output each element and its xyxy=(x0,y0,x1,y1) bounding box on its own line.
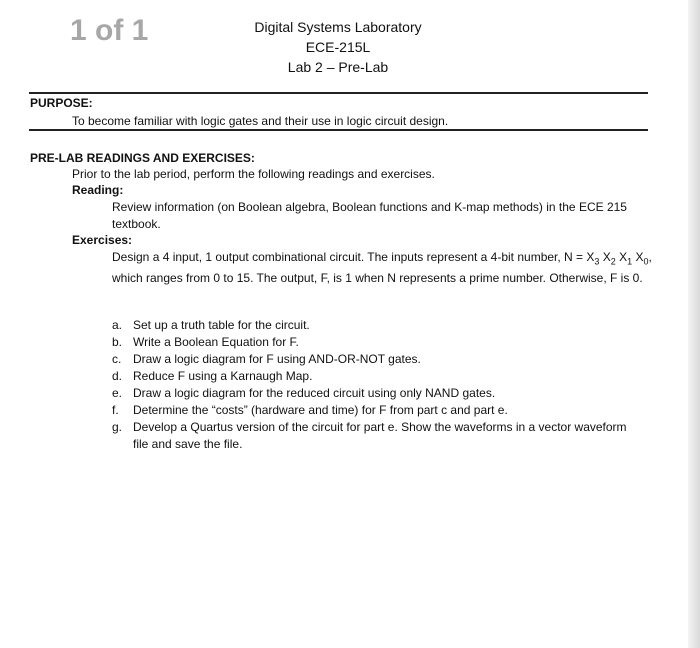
x2-subscript: 2 xyxy=(610,256,616,267)
list-item-text: Draw a logic diagram for the reduced circuit using only NAND gates. xyxy=(133,386,496,400)
prelab-intro: Prior to the lab period, perform the following readings and exercises. xyxy=(72,167,435,181)
list-item-text: Set up a truth table for the circuit. xyxy=(133,318,310,332)
course-code: ECE-215L xyxy=(305,39,371,55)
list-item xyxy=(112,334,632,351)
list-marker: c. xyxy=(112,352,122,366)
list-marker: b. xyxy=(112,335,123,349)
lab-title: Digital Systems Laboratory xyxy=(254,19,422,35)
divider-bottom xyxy=(29,129,648,131)
list-item xyxy=(112,317,632,334)
list-item xyxy=(112,385,632,402)
x1-subscript: 1 xyxy=(627,256,633,267)
purpose-text: To become familiar with logic gates and their use in logic circuit design. xyxy=(72,114,449,128)
exercise-text-part1: Design a 4 input, 1 output combinational circuit. The inputs represent a 4-bit number, N = X xyxy=(112,250,595,264)
exercises-label: Exercises: xyxy=(72,233,133,247)
divider-top xyxy=(29,92,648,94)
document-header xyxy=(200,17,476,77)
list-item xyxy=(112,402,632,419)
list-item-text: Write a Boolean Equation for F. xyxy=(133,335,299,349)
exercise-text-part2: , which ranges from 0 to 15. The output, F, is 1 when N represents a prime number. Otherwise, F is 0. xyxy=(112,250,652,286)
list-marker: d. xyxy=(112,369,123,383)
x0-subscript: 0 xyxy=(643,256,649,267)
reading-text: Review information (on Boolean algebra, Boolean functions and K-map methods) in the ECE 215 textbook. xyxy=(112,200,627,231)
list-marker: g. xyxy=(112,420,123,434)
purpose-label: PURPOSE: xyxy=(30,96,93,110)
reading-label: Reading: xyxy=(72,183,124,197)
exercise-list xyxy=(112,317,632,453)
list-marker: e. xyxy=(112,386,123,400)
page-edge-shadow xyxy=(688,0,700,648)
list-item xyxy=(112,351,632,368)
list-item xyxy=(112,419,632,453)
list-item-text: Draw a logic diagram for F using AND-OR-NOT gates. xyxy=(133,352,421,366)
list-marker: a. xyxy=(112,318,123,332)
list-item-text: Reduce F using a Karnaugh Map. xyxy=(133,369,313,383)
prelab-label: PRE-LAB READINGS AND EXERCISES: xyxy=(30,151,255,165)
list-item-text: Determine the “costs” (hardware and time) for F from part c and part e. xyxy=(133,403,508,417)
list-marker: f. xyxy=(112,403,119,417)
list-item xyxy=(112,368,632,385)
list-item-text: Develop a Quartus version of the circuit for part e. Show the waveforms in a vector waveform file and save the file. xyxy=(133,420,627,451)
page-counter: 1 of 1 xyxy=(70,14,149,47)
exercise-description: Design a 4 input, 1 output combinational circuit. The inputs represent a 4-bit number, $N = X_3$ $X_2$ $X_1$ $X_0$, which ranges from 0 to 15. The output, F, is 1 when N represents a prime number. Otherwise, F is 0. xyxy=(112,250,652,286)
x3-subscript: 3 xyxy=(594,256,600,267)
lab-subtitle: Lab 2 – Pre-Lab xyxy=(287,59,389,75)
